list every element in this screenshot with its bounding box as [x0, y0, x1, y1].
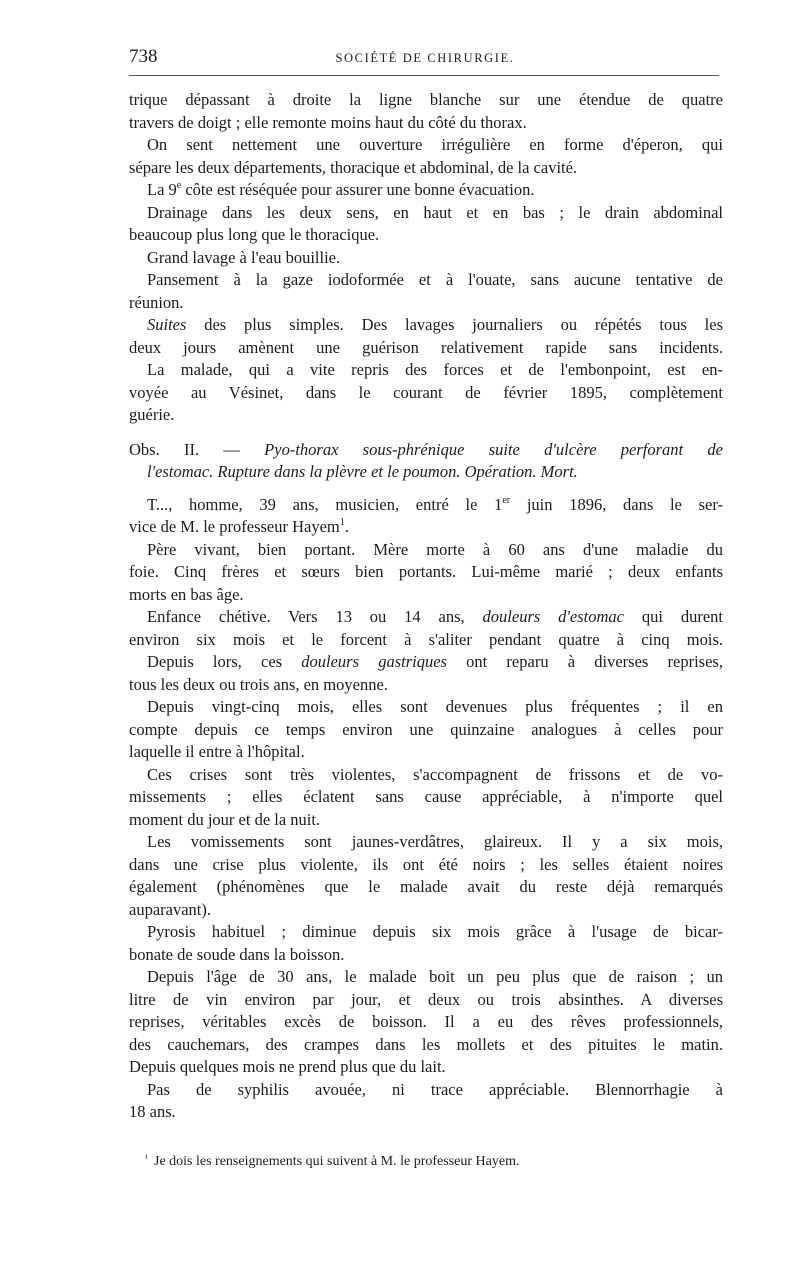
paragraph	[129, 179, 723, 202]
text-line: On sent nettement une ouverture irrégulière en forme d'éperon, qui	[147, 135, 723, 154]
text-run: .	[344, 517, 349, 536]
text-line: également (phénomènes que le malade avait du reste déjà remarqués	[129, 877, 723, 896]
section-gap	[129, 427, 723, 439]
text-line: Les vomissements sont jaunes-verdâtres, glaireux. Il y a six mois,	[147, 832, 723, 851]
text-line: La malade, qui a vite repris des forces et de l'embonpoint, est en-	[147, 360, 723, 379]
text-run: des plus simples. Des lavages journaliers ou répétés tous les	[186, 315, 723, 334]
text-line: reprises, véritables excès de boisson. Il a eu des rêves professionnels,	[129, 1012, 723, 1031]
italic-run: Suites	[147, 315, 187, 334]
text-line	[129, 314, 723, 337]
text-line: auparavant).	[129, 899, 211, 919]
text-line: tous les deux ou trois ans, en moyenne.	[129, 674, 388, 694]
italic-run: douleurs gastriques	[301, 652, 447, 671]
paragraph	[129, 269, 723, 314]
obs-title: l'estomac. Rupture dans la plèvre et le poumon. Opération. Mort.	[147, 462, 578, 481]
footnote-ref: 1	[339, 517, 345, 528]
text-line: beaucoup plus long que le thoracique.	[129, 225, 380, 244]
text-line: bonate de soude dans la boisson.	[129, 944, 345, 964]
paragraph	[129, 134, 723, 179]
text-line: 18 ans.	[129, 1102, 176, 1121]
superscript: er	[502, 494, 511, 506]
text-line: Depuis vingt-cinq mois, elles sont devenues plus fréquentes ; il en	[147, 697, 723, 716]
text-line: laquelle il entre à l'hôpital.	[129, 742, 305, 761]
observation-heading	[129, 439, 723, 484]
header-rule	[129, 75, 719, 76]
text-line	[129, 439, 723, 462]
italic-run: douleurs d'estomac	[482, 607, 624, 626]
obs-title: Pyo-thorax sous-phrénique suite d'ulcère perforant de	[264, 439, 723, 459]
page-number: 738	[129, 46, 158, 67]
text-line: environ six mois et le forcent à s'aliter pendant quatre à cinq mois.	[129, 629, 723, 649]
text-line: Drainage dans les deux sens, en haut et en bas ; le drain abdominal	[147, 202, 723, 222]
text-line: dans une crise plus violente, ils ont été noirs ; les selles étaient noires	[129, 854, 723, 874]
text-run: La 9	[147, 180, 177, 199]
text-line: Depuis quelques mois ne prend plus que du lait.	[129, 1057, 446, 1076]
obs-label: Obs. II. —	[129, 439, 240, 459]
text-line: voyée au Vésinet, dans le courant de février 1895, complètement	[129, 382, 723, 402]
paragraph	[129, 89, 723, 134]
paragraph	[129, 606, 723, 651]
paragraph	[129, 651, 723, 696]
footnote-text: Je dois les renseignements qui suivent à M. le professeur Hayem.	[154, 1154, 520, 1169]
text-line	[129, 516, 723, 539]
text-line: deux jours amènent une guérison relativement rapide sans incidents.	[129, 337, 723, 357]
text-line: des cauchemars, des crampes dans les mollets et des pituites le matin.	[129, 1034, 723, 1054]
paragraph	[129, 696, 723, 764]
text-line: guérie.	[129, 405, 175, 424]
text-line	[129, 606, 723, 629]
body-text	[129, 89, 723, 1124]
text-line	[129, 651, 723, 674]
paragraph	[129, 764, 723, 832]
text-line: Grand lavage à l'eau bouillie.	[147, 247, 341, 267]
paragraph	[129, 359, 723, 427]
footnote-mark: ¹	[145, 1153, 148, 1164]
superscript: e	[176, 180, 182, 191]
text-line: sépare les deux départements, thoracique et abdominal, de la cavité.	[129, 157, 578, 177]
text-run: Depuis lors, ces	[147, 652, 302, 671]
text-run: ont reparu à diverses reprises,	[446, 652, 723, 671]
text-line: travers de doigt ; elle remonte moins haut du côté du thorax.	[129, 112, 527, 132]
text-run: juin 1896, dans le ser-	[510, 494, 723, 514]
text-run: T..., homme, 39 ans, musicien, entré le 1	[147, 494, 503, 514]
text-line: Père vivant, bien portant. Mère morte à 60 ans d'une maladie du	[147, 539, 723, 559]
text-line: Pansement à la gaze iodoformée et à l'ouate, sans aucune tentative de	[147, 270, 723, 289]
text-line: réunion.	[129, 292, 184, 312]
footnote	[145, 1153, 519, 1170]
text-line	[129, 494, 723, 517]
paragraph	[129, 1079, 723, 1124]
page-header	[129, 46, 721, 72]
paragraph	[129, 247, 723, 270]
paragraph	[129, 539, 723, 607]
text-run: Enfance chétive. Vers 13 ou 14 ans,	[147, 607, 483, 626]
text-run: côte est réséquée pour assurer une bonne évacuation.	[181, 180, 535, 199]
paragraph	[129, 314, 723, 359]
paragraph	[129, 966, 723, 1079]
text-line: Depuis l'âge de 30 ans, le malade boit un peu plus que de raison ; un	[147, 967, 723, 986]
text-line: litre de vin environ par jour, et deux ou trois absinthes. A diverses	[129, 989, 723, 1009]
paragraph	[129, 921, 723, 966]
text-line: Ces crises sont très violentes, s'accompagnent de frissons et de vo-	[147, 764, 723, 784]
text-line: trique dépassant à droite la ligne blanche sur une étendue de quatre	[129, 90, 723, 109]
paragraph	[129, 202, 723, 247]
text-line: morts en bas âge.	[129, 584, 244, 604]
text-run: qui durent	[624, 607, 723, 626]
text-line: moment du jour et de la nuit.	[129, 809, 321, 829]
text-line	[129, 179, 723, 202]
paragraph	[129, 831, 723, 921]
running-title: SOCIÉTÉ DE CHIRURGIE.	[335, 51, 515, 65]
text-line: Pas de syphilis avouée, ni trace appréciable. Blennorrhagie à	[147, 1079, 723, 1099]
text-run: vice de M. le professeur Hayem	[129, 517, 340, 536]
section-gap	[129, 484, 723, 494]
text-line: Pyrosis habituel ; diminue depuis six mois grâce à l'usage de bicar-	[147, 922, 723, 941]
text-line: compte depuis ce temps environ une quinzaine analogues à celles pour	[129, 719, 723, 739]
paragraph	[129, 494, 723, 539]
text-line: missements ; elles éclatent sans cause appréciable, à n'importe quel	[129, 787, 723, 806]
text-line: foie. Cinq frères et sœurs bien portants. Lui-même marié ; deux enfants	[129, 562, 723, 581]
